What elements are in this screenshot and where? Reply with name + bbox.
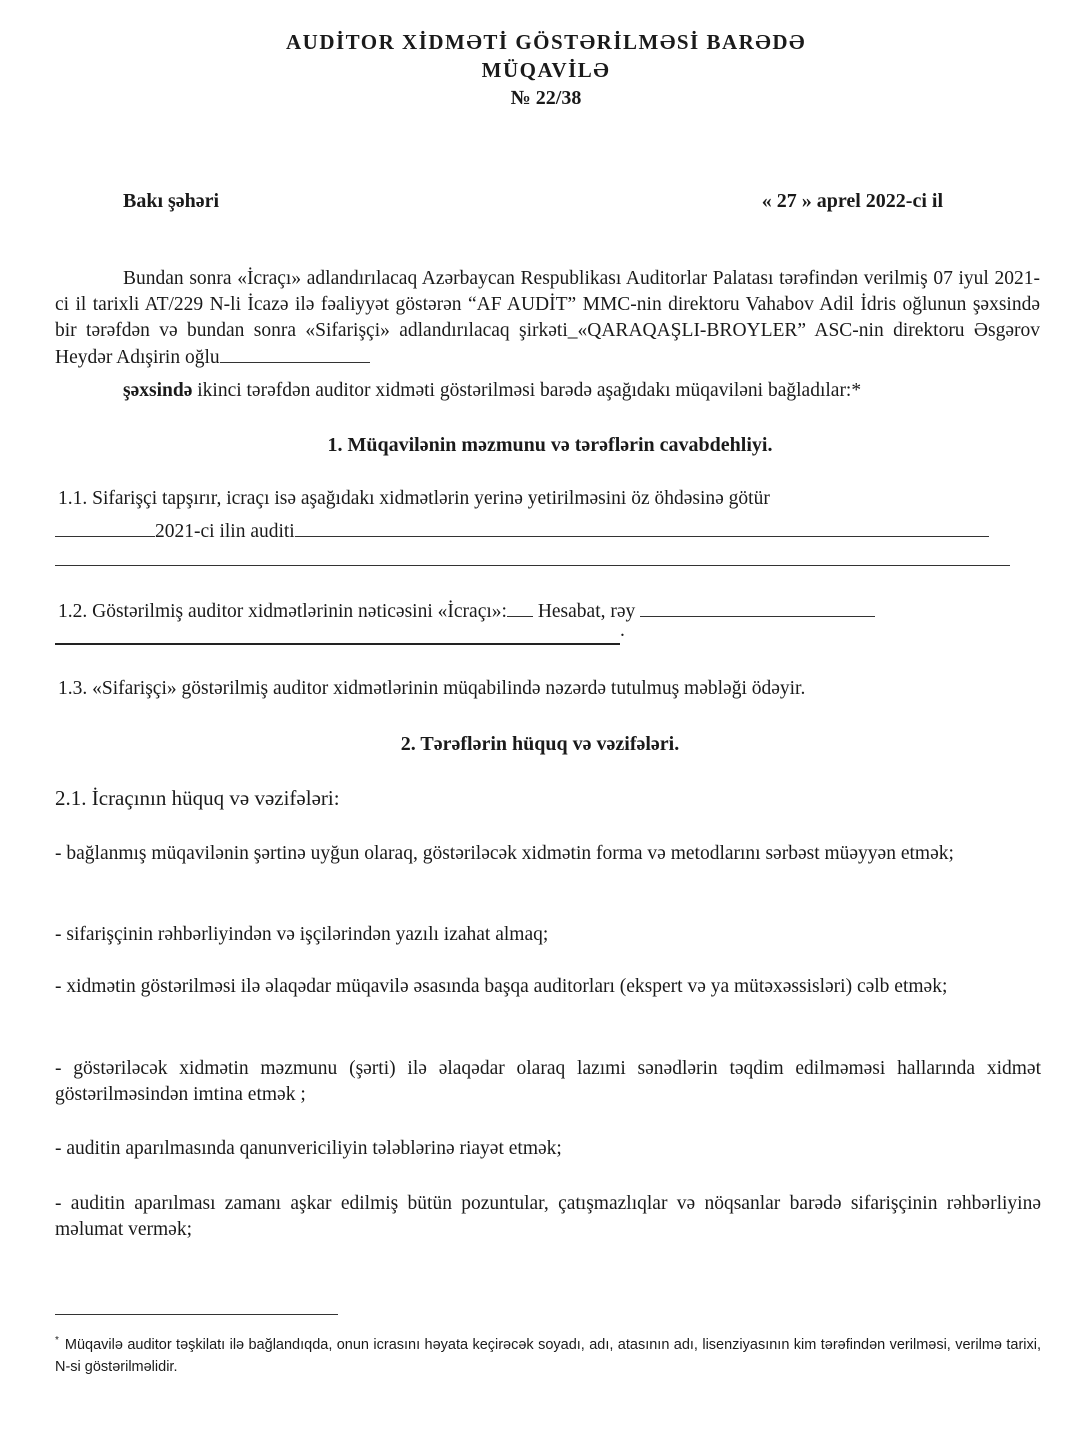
contract-number: № 22/38	[510, 87, 582, 109]
clause-1-3: 1.3. «Sifarişçi» göstərilmiş auditor xidmətlərinin müqabilində nəzərdə tutulmuş məbləği ödəyir.	[58, 678, 806, 699]
clause-1-2-value: Hesabat, rəy	[532, 601, 641, 622]
clause-1-1-value: 2021-ci ilin auditi	[155, 521, 295, 542]
intro-paragraph	[55, 266, 1040, 371]
list-item: - bağlanmış müqavilənin şərtinə uyğun olaraq, göstəriləcək xidmətin forma və metodlarını sərbəst müəyyən etmək;	[55, 843, 954, 864]
list-item: - sifarişçinin rəhbərliyindən və işçilərindən yazılı izahat almaq;	[55, 924, 549, 945]
intro-text: Bundan sonra «İcraçı» adlandırılacaq Azərbaycan Respublikası Auditorlar Palatası tərəfindən verilmiş 07 iyul 2021-ci il tarixli AT/229 N-li İcazə ilə fəaliyyət göstərən “AF AUDİT” MMC-nin direktoru Vahabov Adil İdris oğlunun şəxsində bir tərəfdən və bundan sonra «Sifarişçi» adlandırılacaq şirkəti_«QARAQAŞLI-BROYLER” ASC-nin direktoru Əsgərov Heydər Adışirin oğlu	[55, 268, 1040, 368]
document-header	[0, 28, 1080, 112]
footnote-text: Müqavilə auditor təşkilatı ilə bağlandıqda, onun icrasını həyata keçirəcək soyadı, adı, atasının adı, lisenziyasının kim tərəfindən verilməsi, verilmə tarixi, N-si göstərilməlidir.	[55, 1336, 1041, 1375]
title-line-2: MÜQAVİLƏ	[481, 58, 611, 82]
title-line-1: AUDİTOR XİDMƏTİ GÖSTƏRİLMƏSİ BARƏDƏ	[286, 30, 806, 54]
section-2-title: 2. Tərəflərin hüquq və vəzifələri.	[400, 733, 680, 755]
section-1-title: 1. Müqavilənin məzmunu və tərəflərin cavabdehliyi.	[327, 434, 773, 456]
clause-1-1: 1.1. Sifarişçi tapşırır, icraçı isə aşağıdakı xidmətlərin yerinə yetirilməsini öz öhdəsinə götür	[58, 488, 770, 509]
blank-line	[55, 643, 620, 645]
intro-line-2-text: ikinci tərəfdən auditor xidməti göstərilməsi barədə aşağıdakı müqaviləni bağladılar:*	[192, 380, 862, 401]
clause-1-1-value-line	[55, 516, 1025, 543]
blank-line	[55, 516, 155, 537]
blank-line	[295, 516, 989, 537]
clause-1-2-dot: .	[620, 620, 625, 641]
clause-1-2-text: 1.2. Göstərilmiş auditor xidmətlərinin nəticəsini «İcraçı»:	[58, 601, 507, 622]
contract-date: « 27 » aprel 2022-ci il	[761, 190, 943, 212]
list-item: - auditin aparılması zamanı aşkar edilmiş bütün pozuntular, çatışmazlıqlar və nöqsanlar barədə sifarişçinin rəhbərliyinə məlumat vermək;	[55, 1193, 1041, 1240]
intro-line-2	[123, 380, 861, 402]
clause-2-1: 2.1. İcraçının hüquq və vəzifələri:	[55, 786, 340, 810]
footnote	[55, 1330, 1041, 1378]
city: Bakı şəhəri	[123, 190, 220, 212]
clause-1-2	[58, 596, 875, 623]
list-item: - auditin aparılmasında qanunvericiliyin tələblərinə riayət etmək;	[55, 1138, 562, 1159]
blank-line	[640, 596, 875, 617]
footnote-divider	[55, 1314, 338, 1315]
blank-line	[507, 596, 533, 617]
blank-line	[55, 565, 1010, 566]
footnote-marker: *	[55, 1335, 59, 1346]
intro-bold-word: şəxsində	[123, 380, 193, 401]
list-item: - xidmətin göstərilməsi ilə əlaqədar müqavilə əsasında başqa auditorları (ekspert və ya mütəxəssisləri) cəlb etmək;	[55, 976, 948, 997]
list-item: - göstəriləcək xidmətin məzmunu (şərti) ilə əlaqədar olaraq lazımi sənədlərin təqdim edilməməsi hallarında xidmət göstərilməsindən imtina etmək ;	[55, 1058, 1041, 1105]
intro-blank	[220, 344, 370, 363]
